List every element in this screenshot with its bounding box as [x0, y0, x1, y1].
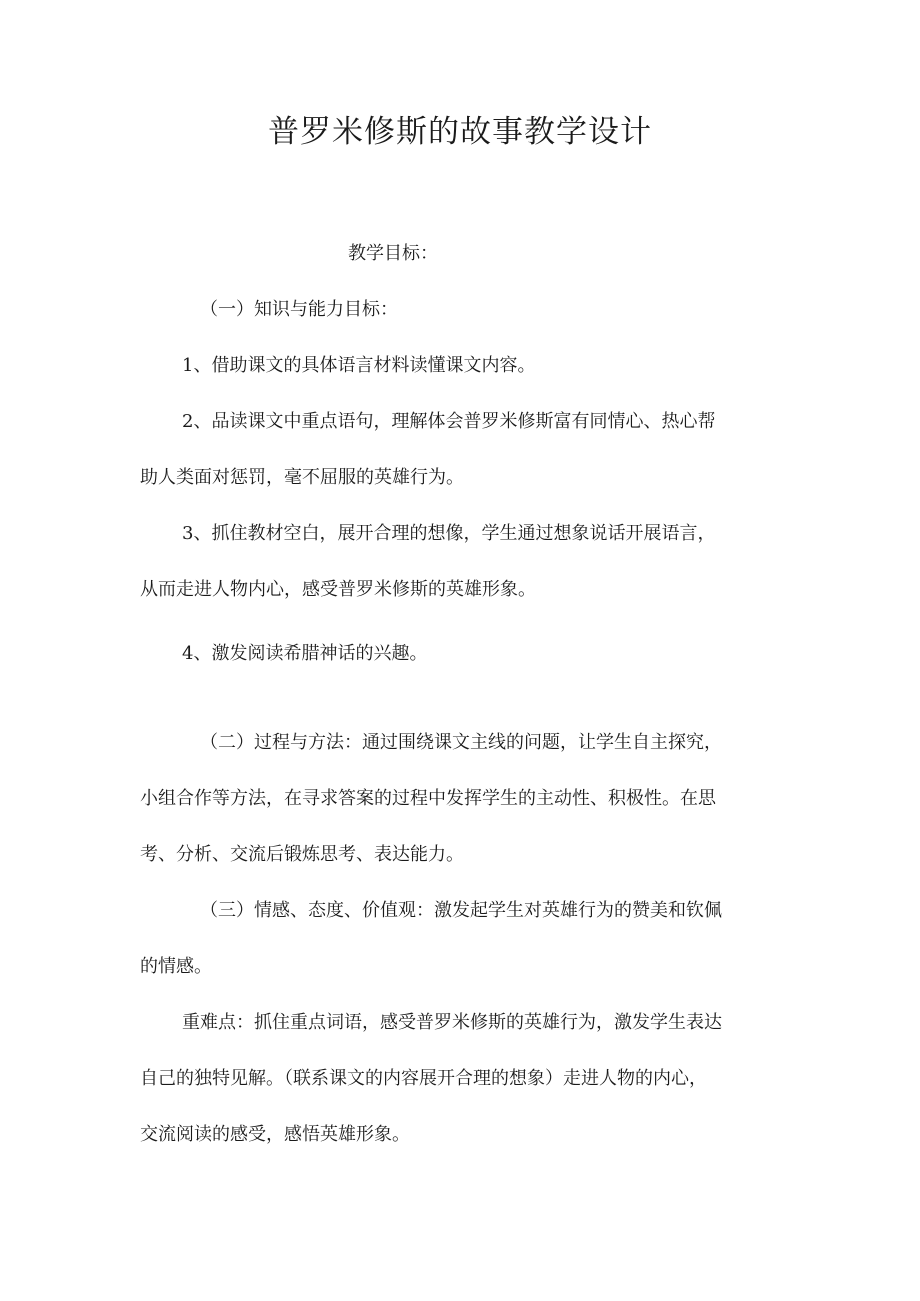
objective-3-line-2: 从而走进人物内心，感受普罗米修斯的英雄形象。 [140, 579, 536, 600]
section-2-line-1: （二）过程与方法：通过围绕课文主线的问题，让学生自主探究， [200, 732, 722, 753]
objectives-heading: 教学目标： [348, 243, 438, 264]
objective-2-line-2: 助人类面对惩罚，毫不屈服的英雄行为。 [140, 467, 464, 488]
objective-1: 1、借助课文的具体语言材料读懂课文内容。 [182, 355, 536, 376]
document-title: 普罗米修斯的故事教学设计 [268, 114, 652, 150]
objective-2-line-1: 2、品读课文中重点语句，理解体会普罗米修斯富有同情心、热心帮 [182, 411, 716, 432]
section-3-line-2: 的情感。 [140, 956, 212, 977]
section-1-heading: （一）知识与能力目标： [200, 299, 398, 320]
key-points-line-2: 自己的独特见解。（联系课文的内容展开合理的想象）走进人物的内心， [140, 1068, 707, 1089]
objective-4: 4、激发阅读希腊神话的兴趣。 [182, 643, 428, 664]
section-2-line-2: 小组合作等方法，在寻求答案的过程中发挥学生的主动性、积极性。在思 [140, 788, 716, 809]
section-3-line-1: （三）情感、态度、价值观：激发起学生对英雄行为的赞美和钦佩 [200, 900, 722, 921]
section-2-line-3: 考、分析、交流后锻炼思考、表达能力。 [140, 844, 464, 865]
key-points-line-3: 交流阅读的感受，感悟英雄形象。 [140, 1124, 410, 1145]
key-points-line-1: 重难点：抓住重点词语，感受普罗米修斯的英雄行为，激发学生表达 [182, 1012, 722, 1033]
objective-3-line-1: 3、抓住教材空白，展开合理的想像，学生通过想象说话开展语言， [182, 523, 716, 544]
